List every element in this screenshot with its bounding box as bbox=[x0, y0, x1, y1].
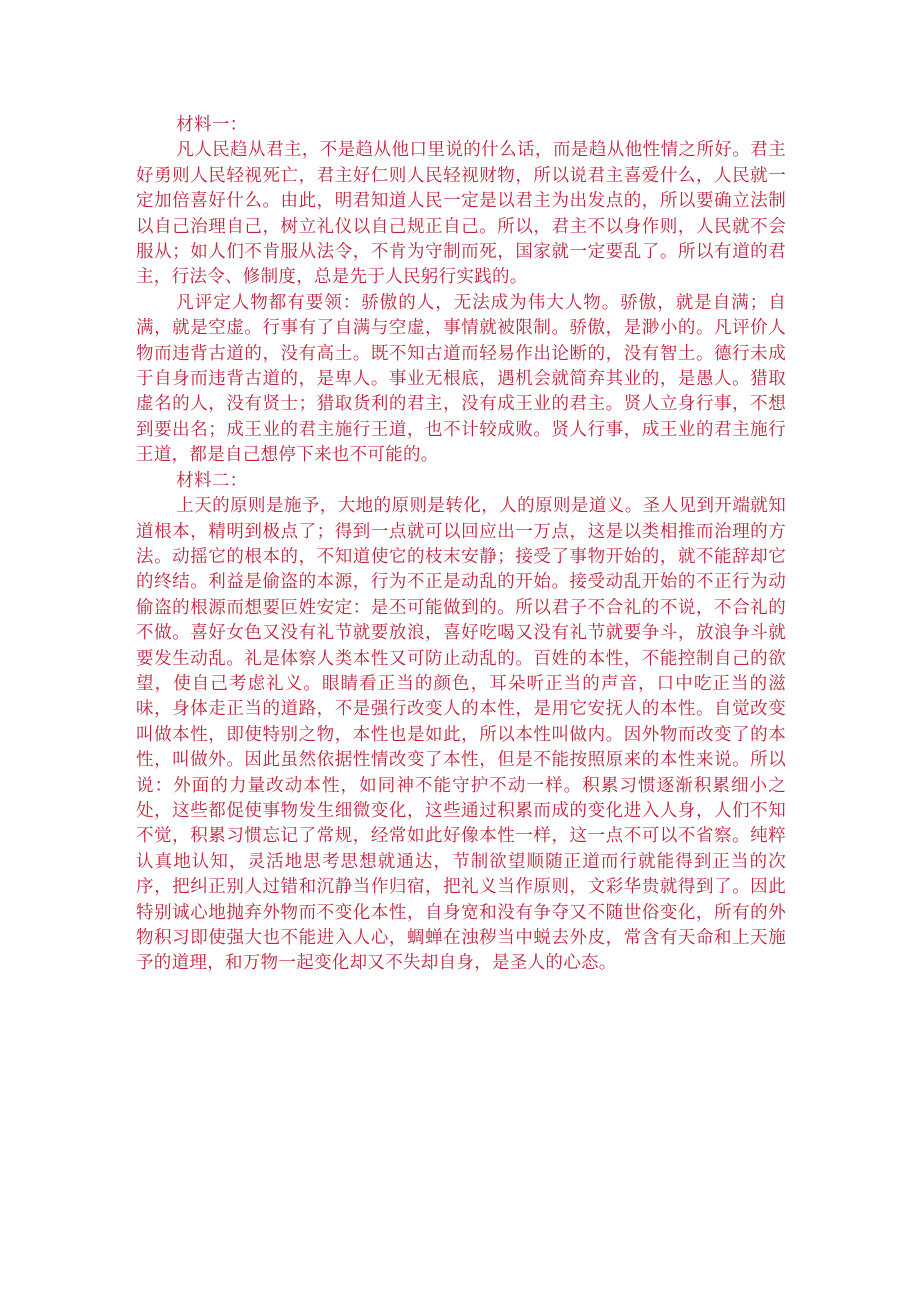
material-2-paragraph-1: 上天的原则是施予，大地的原则是转化，人的原则是道义。圣人见到开端就知道根本，精明到极点了；得到一点就可以回应出一万点，这是以类相推而治理的方法。动摇它的根本的，不知道使它的枝末安静；接受了事物开始的，就不能辞却它的终结。利益是偷盗的本源，行为不正是动乱的开始。接受动乱开始的不正行为动偷盗的根源而想要叵姓安定：是丕可能做到的。所以君子不合礼的不说，不合礼的不做。喜好女色又没有礼节就要放浪，喜好吃喝又没有礼节就要争斗，放浪争斗就要发生动乱。礼是体察人类本性又可防止动乱的。百姓的本性，不能控制自己的欲望，使自己考虑礼义。眼睛看正当的颜色，耳朵听正当的声音，口中吃正当的滋味，身体走正当的道路，不是强行改变人的本性，是用它安抚人的本性。自觉改变叫做本性，即使特别之物，本性也是如此，所以本性叫做内。因外物而改变了的本性，叫做外。因此虽然依据性情改变了本性，但是不能按照原来的本性来说。所以说：外面的力量改动本性，如同神不能守护不动一样。积累习惯逐渐积累细小之处，这些都促使事物发生细微变化，这些通过积累而成的变化进入人身，人们不知不觉，积累习惯忘记了常规，经常如此好像本性一样，这一点不可以不省察。纯粹认真地认知，灵活地思考思想就通达，节制欲望顺随正道而行就能得到正当的次序，把纠正别人过错和沉静当作归宿，把礼义当作原则，文彩华贵就得到了。因此特别诚心地抛弃外物而不变化本性，自身宽和没有争夺又不随世俗变化，所有的外物积习即使强大也不能进入人心，蜩蝉在浊秽当中蜕去外皮，常含有天命和上天施予的道理，和万物一起变化却又不失却自身，是圣人的心态。 bbox=[136, 496, 786, 974]
material-1-paragraph-1: 凡人民趋从君主，不是趋从他口里说的什么话，而是趋从他性情之所好。君主好勇则人民轻视死亡，君主好仁则人民轻视财物，所以说君主喜爱什么，人民就一定加倍喜好什么。由此，明君知道人民一定是以君主为出发点的，所以要确立法制以自己治理自己，树立礼仪以自己规正自己。所以，君主不以身作则，人民就不会服从；如人们不肯服从法令，不肯为守制而死，国家就一定要乱了。所以有道的君主，行法令、修制度，总是先于人民躬行实践的。 bbox=[136, 140, 786, 288]
document-page bbox=[136, 113, 786, 977]
material-2-heading: 材料二： bbox=[176, 470, 248, 491]
material-1-heading: 材料一： bbox=[176, 115, 248, 135]
material-1-paragraph-2: 凡评定人物都有要领：骄傲的人，无法成为伟大人物。骄傲，就是自满；自满，就是空虚。行事有了自满与空虚，事情就被限制。骄傲，是渺小的。凡评价人物而违背古道的，没有高土。既不知古道而轻易作出论断的，没有智土。德行未成于自身而违背古道的，是卑人。事业无根底，遇机会就简弃其业的，是愚人。猎取虚名的人，没有贤士；猎取货利的君主，没有成王业的君主。贤人立身行事，不想到要出名；成王业的君主施行王道，也不计较成败。贤人行事，成王业的君主施行王道，都是自己想停下来也不可能的。 bbox=[136, 292, 786, 466]
